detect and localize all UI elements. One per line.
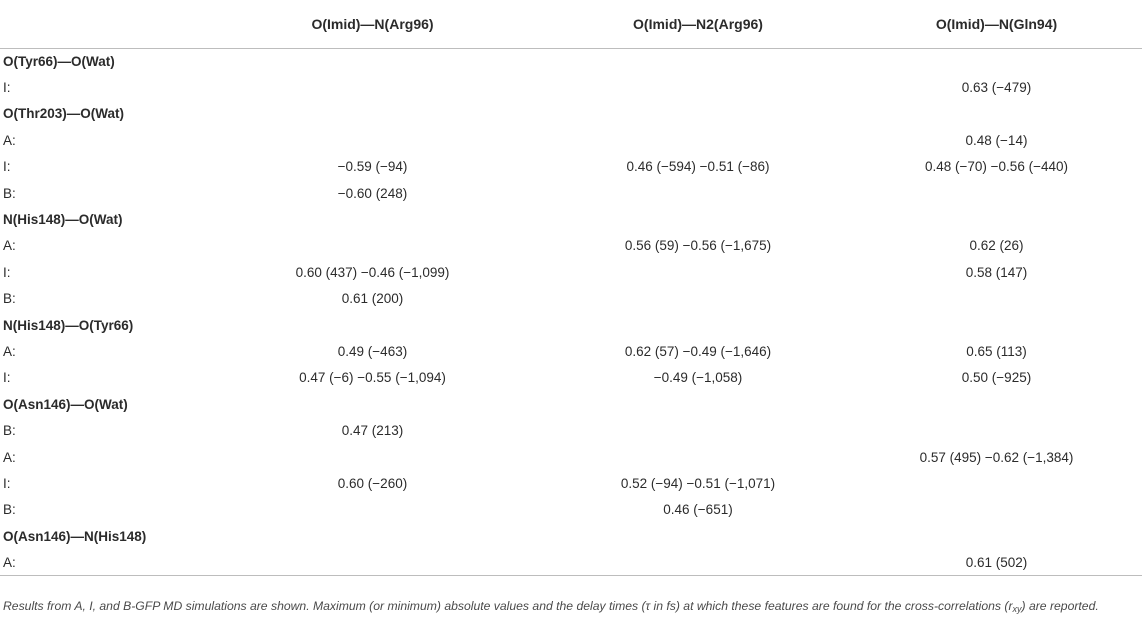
row-label: I: <box>3 159 11 175</box>
table-cell <box>545 180 851 206</box>
section-header-row <box>0 523 1142 549</box>
table-cell <box>200 48 545 74</box>
table-cell <box>200 312 545 338</box>
table-row <box>0 154 1142 180</box>
table-cell <box>200 74 545 100</box>
table-cell: 0.60 (437) −0.46 (−1,099) <box>295 264 450 280</box>
table-cell: 0.57 (495) −0.62 (−1,384) <box>919 449 1074 465</box>
table-row <box>0 286 1142 312</box>
table-cell <box>545 206 851 232</box>
table-cell <box>851 417 1142 443</box>
table-cell: 0.61 (200) <box>341 291 404 307</box>
table-body <box>0 48 1142 576</box>
table-row <box>0 417 1142 443</box>
row-label: A: <box>0 549 200 575</box>
table-cell: 0.50 (−925) <box>961 370 1032 386</box>
table-cell <box>200 101 545 127</box>
table-cell <box>545 101 851 127</box>
table-cell <box>545 549 851 575</box>
table-cell <box>200 549 545 575</box>
table-cell: 0.60 (−260) <box>337 475 408 491</box>
table-cell: 0.58 (147) <box>965 264 1028 280</box>
table-cell <box>851 497 1142 523</box>
row-label: I: <box>3 475 11 491</box>
table-cell <box>200 523 545 549</box>
table-cell: 0.63 (−479) <box>961 80 1032 96</box>
table-cell <box>200 206 545 232</box>
header-imid-gln94-n: O(Imid)—N(Gln94) <box>851 0 1142 48</box>
table-cell: −0.59 (−94) <box>337 159 408 175</box>
table-cell: 0.47 (−6) −0.55 (−1,094) <box>299 370 446 386</box>
row-label: I: <box>3 370 11 386</box>
row-label: I: <box>3 264 11 280</box>
table-cell: −0.60 (248) <box>337 185 408 201</box>
row-label: B: <box>3 423 16 439</box>
section-label: N(His148)—O(Tyr66) <box>3 317 134 333</box>
table-cell <box>545 391 851 417</box>
table-header-row <box>0 0 1142 48</box>
table-row <box>0 497 1142 523</box>
table-cell <box>851 101 1142 127</box>
table-cell <box>851 312 1142 338</box>
table-row <box>0 233 1142 259</box>
table-row <box>0 259 1142 285</box>
row-label: A: <box>3 449 16 465</box>
table-cell <box>851 180 1142 206</box>
footnote-subscript: xy <box>1012 604 1022 614</box>
table-cell <box>545 417 851 443</box>
section-header-row <box>0 391 1142 417</box>
table-cell <box>545 74 851 100</box>
table-cell <box>200 444 545 470</box>
row-label: A: <box>3 238 16 254</box>
table-cell <box>200 127 545 153</box>
header-imid-arg96-n2: O(Imid)—N2(Arg96) <box>545 0 851 48</box>
section-header-row <box>0 101 1142 127</box>
table-cell <box>545 127 851 153</box>
table-cell: 0.48 (−70) −0.56 (−440) <box>925 159 1068 175</box>
table-cell: 0.65 (113) <box>966 343 1027 359</box>
table-row <box>0 127 1142 153</box>
header-empty-cell <box>0 0 200 48</box>
table-cell: 0.52 (−94) −0.51 (−1,071) <box>620 475 776 491</box>
table-cell <box>200 391 545 417</box>
section-label: O(Asn146)—N(His148) <box>3 528 147 544</box>
row-label: I: <box>3 80 11 96</box>
table-cell <box>200 497 545 523</box>
table-cell <box>545 286 851 312</box>
section-label: O(Tyr66)—O(Wat) <box>3 53 115 69</box>
table-cell <box>545 48 851 74</box>
table-cell <box>200 233 545 259</box>
table-cell: 0.61 (502) <box>851 549 1142 575</box>
table-row <box>0 365 1142 391</box>
table-cell <box>545 312 851 338</box>
table-cell <box>851 523 1142 549</box>
section-header-row <box>0 48 1142 74</box>
table-cell: 0.56 (59) −0.56 (−1,675) <box>624 238 772 254</box>
table-cell: 0.62 (57) −0.49 (−1,646) <box>624 343 772 359</box>
table-row <box>0 549 1142 575</box>
table-cell <box>851 470 1142 496</box>
table-row <box>0 74 1142 100</box>
table-cell <box>851 48 1142 74</box>
table-row <box>0 444 1142 470</box>
table-cell <box>545 444 851 470</box>
table-row <box>0 470 1142 496</box>
table-cell <box>545 523 851 549</box>
table-cell <box>545 259 851 285</box>
row-label: B: <box>3 185 16 201</box>
section-header-row <box>0 206 1142 232</box>
table-cell: 0.48 (−14) <box>965 132 1028 148</box>
table-cell <box>851 391 1142 417</box>
table-cell <box>851 286 1142 312</box>
table-cell: 0.46 (−651) <box>663 502 733 518</box>
table-row <box>0 338 1142 364</box>
section-header-row <box>0 312 1142 338</box>
table-footnote <box>3 598 1139 618</box>
row-label: A: <box>3 132 16 148</box>
table-cell: 0.49 (−463) <box>337 343 408 359</box>
table-cell <box>851 206 1142 232</box>
row-label: B: <box>3 291 16 307</box>
row-label: A: <box>3 343 16 359</box>
table-cell: 0.47 (213) <box>341 423 404 439</box>
row-label: B: <box>3 502 16 518</box>
footnote-tail: ) are reported. <box>1021 599 1099 613</box>
table-cell: −0.49 (−1,058) <box>653 370 743 386</box>
section-label: O(Asn146)—O(Wat) <box>3 396 128 412</box>
section-label: N(His148)—O(Wat) <box>3 212 123 228</box>
footnote-text: Results from A, I, and B-GFP MD simulations are shown. Maximum (or minimum) absolute values and the delay times (τ in fs) at which these features are found for the cross-correlations (r <box>3 599 1013 613</box>
section-label: O(Thr203)—O(Wat) <box>3 106 124 122</box>
header-imid-arg96-n: O(Imid)—N(Arg96) <box>200 0 545 48</box>
table-cell: 0.46 (−594) −0.51 (−86) <box>626 159 770 175</box>
table-row <box>0 180 1142 206</box>
table-cell: 0.62 (26) <box>969 238 1024 254</box>
